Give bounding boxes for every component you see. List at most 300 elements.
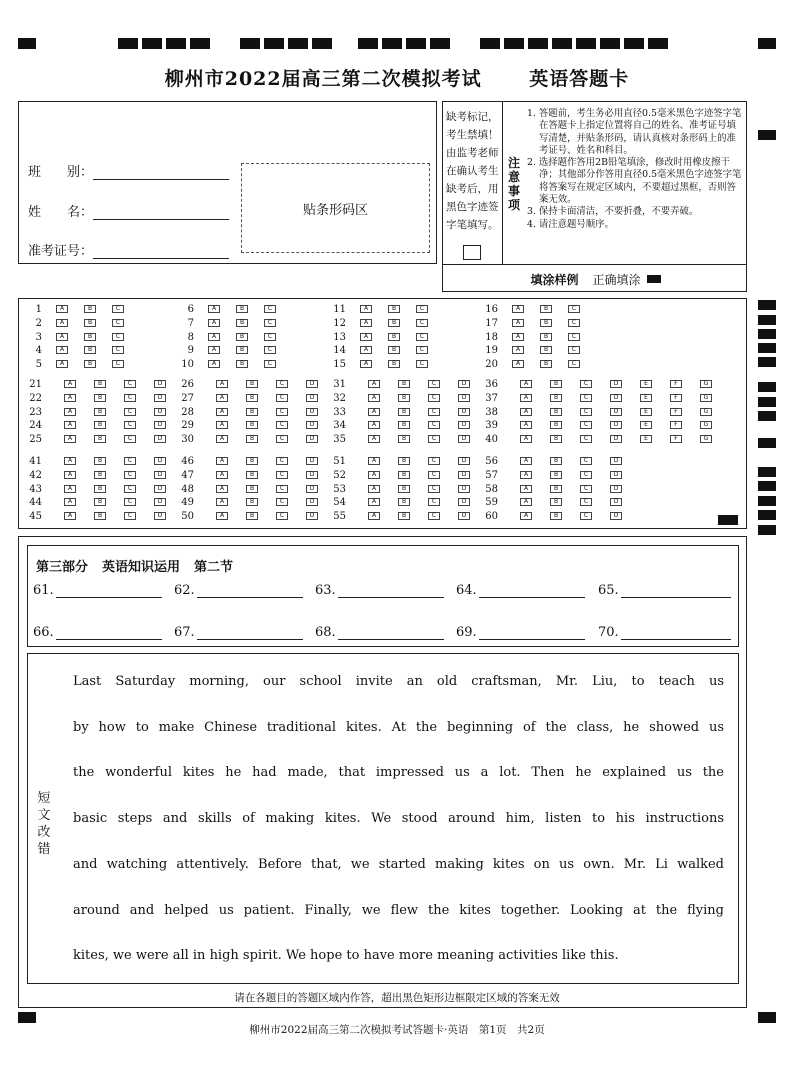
answer-bubble-a[interactable]: A [216,421,228,429]
answer-bubble-a[interactable]: A [216,471,228,479]
answer-bubble-c[interactable]: C [580,512,592,520]
answer-bubble-d[interactable]: D [154,457,166,465]
answer-bubble-f[interactable]: F [670,394,682,402]
answer-bubble-c[interactable]: C [428,394,440,402]
name-field[interactable] [28,201,229,220]
answer-bubble-c[interactable]: C [276,394,288,402]
answer-bubble-b[interactable]: B [94,471,106,479]
answer-bubble-d[interactable]: D [306,380,318,388]
answer-bubble-b[interactable]: B [84,305,96,313]
page-footer: 柳州市2022届高三第二次模拟考试答题卡·英语 第1页 共2页 [249,1024,545,1036]
answer-bubble-a[interactable]: A [360,305,372,313]
id-field[interactable] [28,240,229,259]
answer-bubble-g[interactable]: G [700,421,712,429]
answer-bubble-d[interactable]: D [458,408,470,416]
answer-bubble-c[interactable]: C [276,485,288,493]
answer-bubble-b[interactable]: B [94,498,106,506]
answer-bubble-c[interactable]: C [568,346,580,354]
answer-bubble-c[interactable]: C [276,408,288,416]
answer-bubble-c[interactable]: C [428,421,440,429]
answer-bubble-a[interactable]: A [64,435,76,443]
answer-line[interactable] [621,583,731,598]
answer-bubble-c[interactable]: C [428,498,440,506]
answer-bubble-b[interactable]: B [236,305,248,313]
answer-bubble-d[interactable]: D [154,380,166,388]
timing-mark [312,38,332,49]
answer-bubble-a[interactable]: A [512,305,524,313]
answer-bubble-a[interactable]: A [368,408,380,416]
answer-bubble-d[interactable]: D [154,485,166,493]
answer-bubble-c[interactable]: C [276,471,288,479]
answer-bubble-a[interactable]: A [216,380,228,388]
answer-bubble-b[interactable]: B [540,333,552,341]
answer-bubble-d[interactable]: D [610,408,622,416]
answer-bubble-c[interactable]: C [428,485,440,493]
answer-bubble-b[interactable]: B [388,333,400,341]
answer-line[interactable] [621,625,731,640]
answer-bubble-c[interactable]: C [580,498,592,506]
answer-bubble-c[interactable]: C [124,435,136,443]
answer-bubble-d[interactable]: D [610,421,622,429]
answer-bubble-c[interactable]: C [112,319,124,327]
answer-line[interactable] [56,625,162,640]
fill-answer-67[interactable] [174,625,303,640]
answer-bubble-c[interactable]: C [264,319,276,327]
answer-bubble-b[interactable]: B [540,360,552,368]
answer-bubble-c[interactable]: C [416,305,428,313]
answer-bubble-d[interactable]: D [610,498,622,506]
answer-bubble-b[interactable]: B [398,380,410,388]
answer-bubble-a[interactable]: A [368,380,380,388]
timing-mark [480,38,500,49]
question-number: 22 [29,392,42,404]
answer-bubble-c[interactable]: C [276,457,288,465]
answer-bubble-a[interactable]: A [64,408,76,416]
fill-answer-70[interactable] [598,625,731,640]
answer-bubble-a[interactable]: A [512,360,524,368]
answer-bubble-a[interactable]: A [216,394,228,402]
answer-bubble-e[interactable]: E [640,394,652,402]
answer-bubble-b[interactable]: B [246,485,258,493]
answer-bubble-c[interactable]: C [264,333,276,341]
answer-bubble-b[interactable]: B [84,319,96,327]
mc-question-row [484,497,724,508]
answer-bubble-b[interactable]: B [550,435,562,443]
question-number: 33 [333,406,346,418]
id-line[interactable] [93,244,229,259]
answer-bubble-b[interactable]: B [388,346,400,354]
answer-bubble-a[interactable]: A [56,360,68,368]
timing-mark [190,38,210,49]
answer-bubble-b[interactable]: B [388,360,400,368]
answer-bubble-g[interactable]: G [700,394,712,402]
answer-bubble-d[interactable]: D [458,512,470,520]
timing-mark [528,38,548,49]
answer-bubble-a[interactable]: A [64,498,76,506]
fill-answer-61[interactable] [33,583,162,598]
answer-line[interactable] [197,625,303,640]
answer-bubble-a[interactable]: A [360,346,372,354]
class-field[interactable] [28,161,229,180]
answer-bubble-c[interactable]: C [276,380,288,388]
answer-bubble-d[interactable]: D [306,485,318,493]
answer-bubble-b[interactable]: B [94,512,106,520]
answer-bubble-d[interactable]: D [610,471,622,479]
answer-bubble-c[interactable]: C [124,498,136,506]
answer-bubble-c[interactable]: C [124,457,136,465]
answer-bubble-b[interactable]: B [246,471,258,479]
answer-bubble-b[interactable]: B [540,319,552,327]
answer-bubble-b[interactable]: B [246,512,258,520]
answer-bubble-d[interactable]: D [154,498,166,506]
answer-bubble-c[interactable]: C [580,421,592,429]
fill-answer-64[interactable] [456,583,585,598]
answer-bubble-d[interactable]: D [306,394,318,402]
answer-bubble-b[interactable]: B [398,435,410,443]
question-number: 28 [181,406,194,418]
answer-bubble-d[interactable]: D [458,498,470,506]
answer-bubble-d[interactable]: D [458,394,470,402]
answer-bubble-d[interactable]: D [458,485,470,493]
answer-bubble-d[interactable]: D [154,512,166,520]
answer-bubble-a[interactable]: A [520,498,532,506]
answer-bubble-c[interactable]: C [276,498,288,506]
answer-bubble-d[interactable]: D [610,380,622,388]
answer-bubble-b[interactable]: B [398,512,410,520]
absent-mark-box[interactable] [463,245,481,260]
answer-bubble-c[interactable]: C [428,512,440,520]
answer-bubble-a[interactable]: A [360,360,372,368]
question-number: 30 [181,434,194,446]
answer-bubble-d[interactable]: D [610,512,622,520]
answer-line[interactable] [197,583,303,598]
answer-bubble-c[interactable]: C [112,360,124,368]
answer-bubble-b[interactable]: B [94,394,106,402]
answer-bubble-a[interactable]: A [56,333,68,341]
answer-bubble-c[interactable]: C [580,485,592,493]
notice-item: 2. 选择题作答用2B铅笔填涂，修改时用橡皮擦干净；其他部分作答用直径0.5毫米黑色字迹签字笔将答案写在规定区域内，不要超过黑框，否则答案无效。 [527,157,742,206]
answer-bubble-g[interactable]: G [700,435,712,443]
barcode-area[interactable] [241,163,430,253]
answer-bubble-b[interactable]: B [246,498,258,506]
answer-bubble-c[interactable]: C [580,408,592,416]
answer-bubble-a[interactable]: A [368,421,380,429]
answer-bubble-a[interactable]: A [216,435,228,443]
timing-mark [758,38,776,49]
answer-bubble-d[interactable]: D [154,421,166,429]
answer-bubble-b[interactable]: B [550,421,562,429]
answer-bubble-c[interactable]: C [276,435,288,443]
answer-bubble-c[interactable]: C [568,319,580,327]
answer-line[interactable] [338,583,444,598]
answer-bubble-b[interactable]: B [398,457,410,465]
answer-bubble-b[interactable]: B [398,485,410,493]
answer-bubble-c[interactable]: C [112,346,124,354]
passage-line[interactable]: Last Saturday morning, our school invite an old craftsman, Mr. Liu, to teach us [73,674,724,689]
answer-bubble-f[interactable]: F [670,421,682,429]
mc-question-row [484,318,724,329]
answer-bubble-a[interactable]: A [56,305,68,313]
answer-bubble-c[interactable]: C [568,333,580,341]
answer-bubble-a[interactable]: A [512,333,524,341]
answer-bubble-a[interactable]: A [64,380,76,388]
fill-answer-62[interactable] [174,583,303,598]
answer-bubble-c[interactable]: C [580,380,592,388]
answer-bubble-b[interactable]: B [550,471,562,479]
answer-bubble-b[interactable]: B [236,319,248,327]
answer-bubble-a[interactable]: A [216,485,228,493]
answer-bubble-a[interactable]: A [64,471,76,479]
correction-passage[interactable] [73,659,724,979]
answer-bubble-b[interactable]: B [550,408,562,416]
answer-bubble-a[interactable]: A [208,346,220,354]
answer-bubble-b[interactable]: B [236,360,248,368]
answer-bubble-f[interactable]: F [670,380,682,388]
section3-heading: 第三部分 英语知识运用 第二节 [36,560,234,575]
name-label: 姓 名： [28,205,94,220]
answer-bubble-d[interactable]: D [458,457,470,465]
answer-bubble-c[interactable]: C [112,333,124,341]
answer-bubble-b[interactable]: B [94,457,106,465]
passage-line[interactable]: around and helped us patient. Finally, we flew the kites together. Looking at the flying [73,902,724,918]
answer-bubble-c[interactable]: C [124,421,136,429]
answer-bubble-d[interactable]: D [154,471,166,479]
answer-bubble-b[interactable]: B [94,408,106,416]
fill-answer-63[interactable] [315,583,444,598]
answer-bubble-b[interactable]: B [246,408,258,416]
fill-sample-correct: 正确填涂 [592,272,641,287]
answer-bubble-c[interactable]: C [276,512,288,520]
answer-bubble-c[interactable]: C [580,471,592,479]
answer-bubble-d[interactable]: D [610,394,622,402]
answer-bubble-a[interactable]: A [216,408,228,416]
answer-bubble-c[interactable]: C [124,408,136,416]
answer-bubble-b[interactable]: B [84,346,96,354]
answer-bubble-a[interactable]: A [368,471,380,479]
answer-bubble-c[interactable]: C [416,360,428,368]
timing-mark [166,38,186,49]
answer-bubble-b[interactable]: B [94,421,106,429]
answer-bubble-e[interactable]: E [640,421,652,429]
answer-bubble-a[interactable]: A [208,319,220,327]
class-label: 班 别： [28,165,94,180]
answer-bubble-b[interactable]: B [398,498,410,506]
fill-answer-66[interactable] [33,625,162,640]
question-number: 50 [181,511,194,523]
answer-bubble-a[interactable]: A [64,421,76,429]
question-number: 56 [485,456,498,467]
answer-bubble-a[interactable]: A [368,435,380,443]
answer-bubble-d[interactable]: D [458,471,470,479]
answer-line[interactable] [479,583,585,598]
answer-bubble-f[interactable]: F [670,408,682,416]
answer-bubble-a[interactable]: A [64,512,76,520]
answer-bubble-a[interactable]: A [520,457,532,465]
answer-bubble-a[interactable]: A [520,421,532,429]
sample-divider [442,264,747,265]
timing-mark [758,438,776,448]
answer-bubble-d[interactable]: D [154,394,166,402]
answer-bubble-b[interactable]: B [94,435,106,443]
answer-bubble-a[interactable]: A [368,394,380,402]
answer-bubble-d[interactable]: D [306,435,318,443]
answer-bubble-d[interactable]: D [458,421,470,429]
question-number: 45 [29,511,42,523]
answer-bubble-a[interactable]: A [216,498,228,506]
answer-bubble-a[interactable]: A [368,457,380,465]
answer-bubble-d[interactable]: D [306,457,318,465]
answer-bubble-c[interactable]: C [416,333,428,341]
answer-bubble-b[interactable]: B [550,485,562,493]
answer-bubble-a[interactable]: A [520,471,532,479]
answer-bubble-a[interactable]: A [56,346,68,354]
question-number: 41 [29,456,42,467]
answer-bubble-c[interactable]: C [124,394,136,402]
answer-bubble-a[interactable]: A [520,408,532,416]
answer-bubble-a[interactable]: A [208,333,220,341]
answer-bubble-a[interactable]: A [368,498,380,506]
answer-bubble-a[interactable]: A [368,485,380,493]
answer-line[interactable] [338,625,444,640]
answer-bubble-b[interactable]: B [550,498,562,506]
answer-bubble-b[interactable]: B [84,333,96,341]
answer-bubble-b[interactable]: B [94,485,106,493]
answer-bubble-b[interactable]: B [246,457,258,465]
answer-bubble-a[interactable]: A [520,380,532,388]
answer-bubble-b[interactable]: B [398,471,410,479]
answer-bubble-b[interactable]: B [398,421,410,429]
passage-line[interactable]: the wonderful kites he had made, that impressed us a lot. Then he explained us the [73,765,724,781]
answer-bubble-c[interactable]: C [276,421,288,429]
fill-answer-68[interactable] [315,625,444,640]
answer-bubble-b[interactable]: B [246,394,258,402]
answer-bubble-b[interactable]: B [246,435,258,443]
answer-bubble-e[interactable]: E [640,408,652,416]
answer-bubble-g[interactable]: G [700,380,712,388]
answer-bubble-a[interactable]: A [56,319,68,327]
answer-bubble-d[interactable]: D [306,471,318,479]
answer-bubble-b[interactable]: B [236,346,248,354]
answer-bubble-a[interactable]: A [360,319,372,327]
answer-bubble-e[interactable]: E [640,435,652,443]
answer-bubble-a[interactable]: A [360,333,372,341]
answer-line[interactable] [56,583,162,598]
answer-bubble-d[interactable]: D [154,435,166,443]
answer-bubble-d[interactable]: D [306,421,318,429]
answer-bubble-a[interactable]: A [208,305,220,313]
answer-bubble-b[interactable]: B [550,457,562,465]
answer-bubble-g[interactable]: G [700,408,712,416]
answer-number: 62. [174,583,195,598]
answer-bubble-a[interactable]: A [512,346,524,354]
absent-divider [502,101,503,265]
answer-bubble-b[interactable]: B [246,380,258,388]
passage-line[interactable]: kites, we were all in high spirit. We hope to have more meaning activities like this. [73,948,619,964]
answer-bubble-b[interactable]: B [236,333,248,341]
answer-bubble-c[interactable]: C [580,457,592,465]
fill-answer-69[interactable] [456,625,585,640]
answer-bubble-b[interactable]: B [550,394,562,402]
answer-bubble-e[interactable]: E [640,380,652,388]
passage-line[interactable]: by how to make Chinese traditional kites. At the beginning of the class, he showed us [73,719,724,735]
answer-bubble-b[interactable]: B [94,380,106,388]
answer-bubble-c[interactable]: C [428,380,440,388]
answer-bubble-b[interactable]: B [398,408,410,416]
answer-bubble-a[interactable]: A [208,360,220,368]
answer-bubble-c[interactable]: C [124,380,136,388]
answer-bubble-a[interactable]: A [520,435,532,443]
answer-bubble-d[interactable]: D [154,408,166,416]
answer-bubble-a[interactable]: A [64,394,76,402]
answer-bubble-c[interactable]: C [264,346,276,354]
answer-bubble-d[interactable]: D [610,485,622,493]
answer-bubble-c[interactable]: C [264,305,276,313]
answer-bubble-c[interactable]: C [568,305,580,313]
name-line[interactable] [93,205,229,220]
answer-bubble-c[interactable]: C [124,512,136,520]
answer-bubble-d[interactable]: D [458,380,470,388]
answer-bubble-d[interactable]: D [306,498,318,506]
answer-bubble-a[interactable]: A [520,485,532,493]
answer-bubble-a[interactable]: A [368,512,380,520]
answer-bubble-d[interactable]: D [306,512,318,520]
class-line[interactable] [93,165,229,180]
answer-bubble-b[interactable]: B [246,421,258,429]
answer-bubble-a[interactable]: A [216,512,228,520]
answer-bubble-b[interactable]: B [84,360,96,368]
answer-bubble-c[interactable]: C [428,408,440,416]
passage-line[interactable]: and watching attentively. Before that, we started making kites on us own. Mr. Li walked [73,856,724,872]
answer-bubble-a[interactable]: A [512,319,524,327]
answer-bubble-c[interactable]: C [580,435,592,443]
answer-bubble-a[interactable]: A [520,512,532,520]
answer-bubble-b[interactable]: B [550,380,562,388]
answer-bubble-c[interactable]: C [112,305,124,313]
answer-bubble-d[interactable]: D [306,408,318,416]
answer-bubble-b[interactable]: B [388,305,400,313]
answer-bubble-b[interactable]: B [540,346,552,354]
answer-bubble-b[interactable]: B [550,512,562,520]
answer-bubble-d[interactable]: D [610,435,622,443]
answer-bubble-c[interactable]: C [428,471,440,479]
answer-bubble-b[interactable]: B [540,305,552,313]
answer-bubble-f[interactable]: F [670,435,682,443]
answer-bubble-c[interactable]: C [416,346,428,354]
answer-line[interactable] [479,625,585,640]
answer-bubble-c[interactable]: C [264,360,276,368]
answer-bubble-a[interactable]: A [64,485,76,493]
answer-bubble-c[interactable]: C [428,457,440,465]
answer-bubble-c[interactable]: C [428,435,440,443]
answer-bubble-c[interactable]: C [416,319,428,327]
answer-bubble-c[interactable]: C [568,360,580,368]
answer-bubble-a[interactable]: A [64,457,76,465]
answer-bubble-c[interactable]: C [124,485,136,493]
fill-answer-65[interactable] [598,583,731,598]
passage-line[interactable]: basic steps and skills of making kites. We stood around him, listen to his instructions [73,811,724,827]
answer-bubble-d[interactable]: D [610,457,622,465]
answer-bubble-d[interactable]: D [458,435,470,443]
answer-bubble-c[interactable]: C [124,471,136,479]
answer-bubble-b[interactable]: B [398,394,410,402]
answer-bubble-b[interactable]: B [388,319,400,327]
question-number: 38 [485,406,498,418]
question-number: 36 [485,379,498,390]
answer-bubble-a[interactable]: A [520,394,532,402]
answer-bubble-c[interactable]: C [580,394,592,402]
answer-number: 70. [598,625,619,640]
answer-bubble-a[interactable]: A [216,457,228,465]
